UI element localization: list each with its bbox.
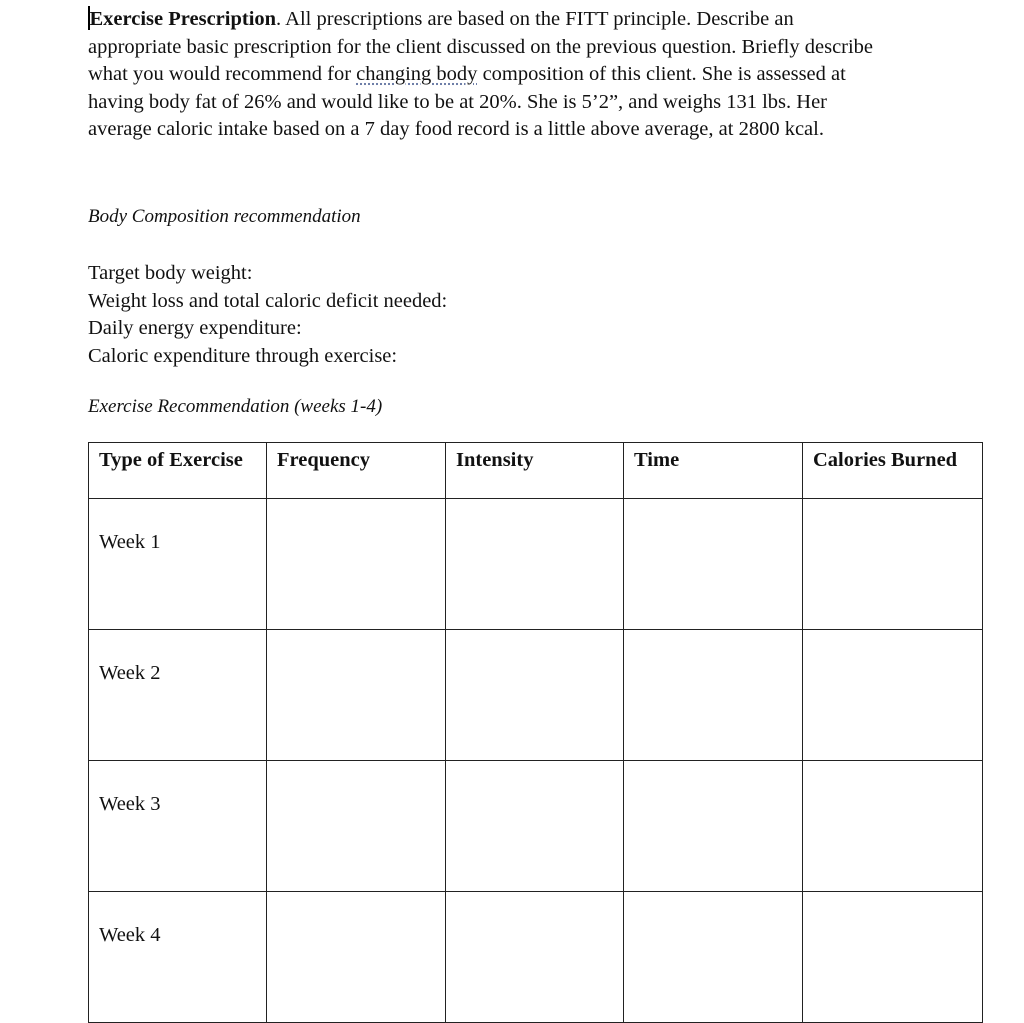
table-header-row [89,443,983,499]
body-composition-fields [88,260,447,370]
column-header-calories: Calories Burned [803,443,983,499]
cell-week-1-calories[interactable] [803,499,983,630]
field-weight-loss-deficit[interactable]: Weight loss and total caloric deficit needed: [88,289,448,312]
cell-week-3-frequency[interactable] [267,761,446,892]
cell-week-2-time[interactable] [624,630,803,761]
exercise-recommendation-heading: Exercise Recommendation (weeks 1-4) [88,396,383,417]
prompt-text-part-1: . All prescriptions are based on the FITT principle. Describe an appropriate basic prescription for the client discussed on the previous question. Briefly describe what you would recommend for [88,8,874,85]
prompt-text-part-2: composition of this client. She is assessed at having body fat of 26% and would like to be at 20%. She is 5’2”, and weighs 131 lbs. Her average caloric intake based on a 7 day food record is a little above average, at 2800 kcal. [88,63,846,140]
cell-week-1-intensity[interactable] [446,499,624,630]
grammar-flagged-text[interactable]: changing body [356,63,478,85]
column-header-intensity: Intensity [446,443,624,499]
cell-week-2-calories[interactable] [803,630,983,761]
column-header-type: Type of Exercise [89,443,267,499]
cell-week-3-time[interactable] [624,761,803,892]
cell-week-1-frequency[interactable] [267,499,446,630]
row-label-week-2[interactable]: Week 2 [89,630,267,761]
cell-week-4-calories[interactable] [803,892,983,1023]
document-body [88,6,888,417]
cell-week-1-time[interactable] [624,499,803,630]
cell-week-3-intensity[interactable] [446,761,624,892]
exercise-plan-table [88,442,983,1023]
row-label-week-1[interactable]: Week 1 [89,499,267,630]
cell-week-3-calories[interactable] [803,761,983,892]
field-target-body-weight[interactable]: Target body weight: [88,262,253,284]
prompt-paragraph[interactable] [88,6,888,144]
table-row [89,630,983,761]
table-row [89,499,983,630]
table-row [89,761,983,892]
column-header-frequency: Frequency [267,443,446,499]
row-label-week-3[interactable]: Week 3 [89,761,267,892]
table-row [89,892,983,1023]
field-caloric-expenditure-exercise[interactable]: Caloric expenditure through exercise: [88,344,398,367]
prompt-lead: Exercise Prescription [89,8,277,30]
cell-week-4-frequency[interactable] [267,892,446,1023]
cell-week-4-intensity[interactable] [446,892,624,1023]
row-label-week-4[interactable]: Week 4 [89,892,267,1023]
field-daily-energy-expenditure[interactable]: Daily energy expenditure: [88,317,302,339]
cell-week-2-intensity[interactable] [446,630,624,761]
column-header-time: Time [624,443,803,499]
body-composition-heading: Body Composition recommendation [88,206,361,227]
cell-week-4-time[interactable] [624,892,803,1023]
cell-week-2-frequency[interactable] [267,630,446,761]
